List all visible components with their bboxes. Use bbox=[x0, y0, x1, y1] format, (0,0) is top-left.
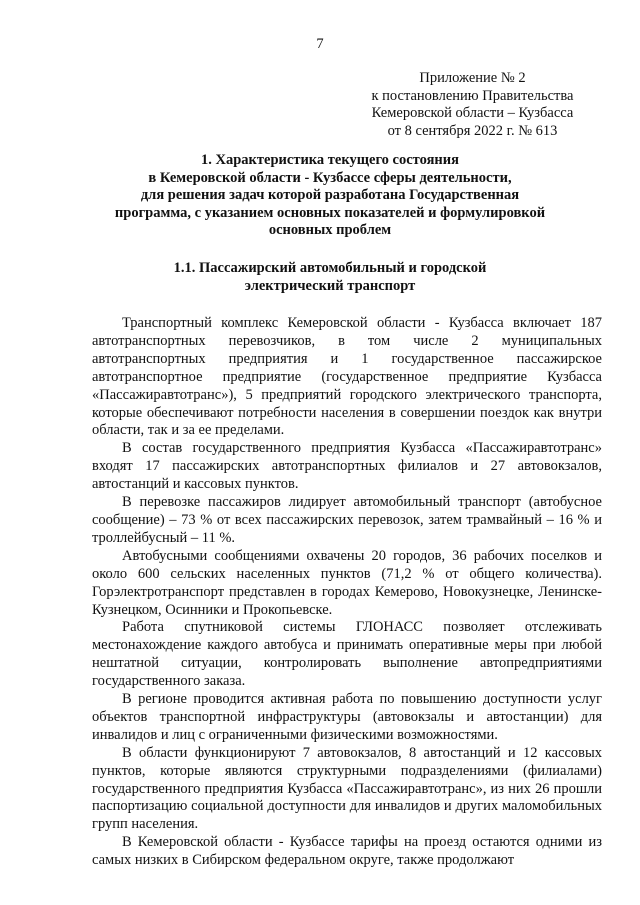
paragraph: В области функционируют 7 автовокзалов, 8 автостанций и 12 кассовых пунктов, которые являются структурными подразделениями (филиалами) государственного предприятия Кузбасса «Пассажиравтотранс», из них 26 прошли паспортизацию социальной доступности для инвалидов и других маломобильных групп населения. bbox=[92, 744, 602, 833]
appendix-line: Приложение № 2 bbox=[419, 70, 526, 86]
body-text bbox=[92, 315, 602, 870]
paragraph: В перевозке пассажиров лидирует автомобильный транспорт (автобусное сообщение) – 73 % от всех пассажирских перевозок, затем трамвайный – 16 % и троллейбусный – 11 %. bbox=[92, 494, 602, 546]
paragraph: В Кемеровской области - Кузбассе тарифы на проезд остаются одними из самых низких в Сибирском федеральном округе, также продолжают bbox=[92, 834, 602, 869]
section-heading-line: программа, с указанием основных показателей и формулировкой bbox=[114, 204, 546, 221]
subsection-heading-line: электрический транспорт bbox=[244, 277, 416, 294]
subsection-heading bbox=[90, 260, 570, 295]
section-heading-line: 1. Характеристика текущего состояния bbox=[201, 152, 459, 168]
paragraph: В регионе проводится активная работа по повышению доступности услуг объектов транспортной инфраструктуры (автовокзалы и автостанции) для инвалидов и лиц с ограниченными физическими возможностями. bbox=[92, 691, 602, 743]
appendix-block bbox=[340, 70, 605, 140]
appendix-line: от 8 сентября 2022 г. № 613 bbox=[387, 122, 558, 139]
paragraph: Транспортный комплекс Кемеровской области - Кузбасса включает 187 автотранспортных перевозчиков, в том числе 2 муниципальных автотранспортных предприятия и 1 государственное пассажирское автотранспортное предприятие (государственное предприятие Кузбасса «Пассажиравтотранс»), 5 предприятий городского электрического транспорта, которые обеспечивают потребности населения в совершении поездок как внутри области, так и за ее пределами. bbox=[92, 315, 602, 439]
section-heading bbox=[90, 152, 570, 240]
section-heading-line: в Кемеровской области - Кузбассе сферы деятельности, bbox=[148, 169, 512, 186]
section-heading-line: основных проблем bbox=[268, 222, 392, 238]
subsection-heading-line: 1.1. Пассажирский автомобильный и городской bbox=[173, 260, 487, 276]
appendix-line: к постановлению Правительства bbox=[371, 87, 574, 104]
page-number: 7 bbox=[316, 36, 324, 52]
paragraph: Работа спутниковой системы ГЛОНАСС позволяет отслеживать местонахождение каждого автобуса и принимать оперативные меры при любой нештатной ситуации, контролировать выполнение автопредприятиями государственного заказа. bbox=[92, 619, 602, 690]
paragraph: В состав государственного предприятия Кузбасса «Пассажиравтотранс» входят 17 пассажирских автотранспортных филиалов и 27 автовокзалов, автостанций и кассовых пунктов. bbox=[92, 440, 602, 493]
paragraph: Автобусными сообщениями охвачены 20 городов, 36 рабочих поселков и около 600 сельских населенных пунктов (71,2 % от общего количества). Горэлектротранспорт представлен в городах Кемерово, Новокузнецке, Ленинске-Кузнецком, Осинники и Прокопьевске. bbox=[92, 547, 602, 618]
appendix-line: Кемеровской области – Кузбасса bbox=[371, 105, 574, 121]
section-heading-line: для решения задач которой разработана Государственная bbox=[140, 187, 520, 203]
